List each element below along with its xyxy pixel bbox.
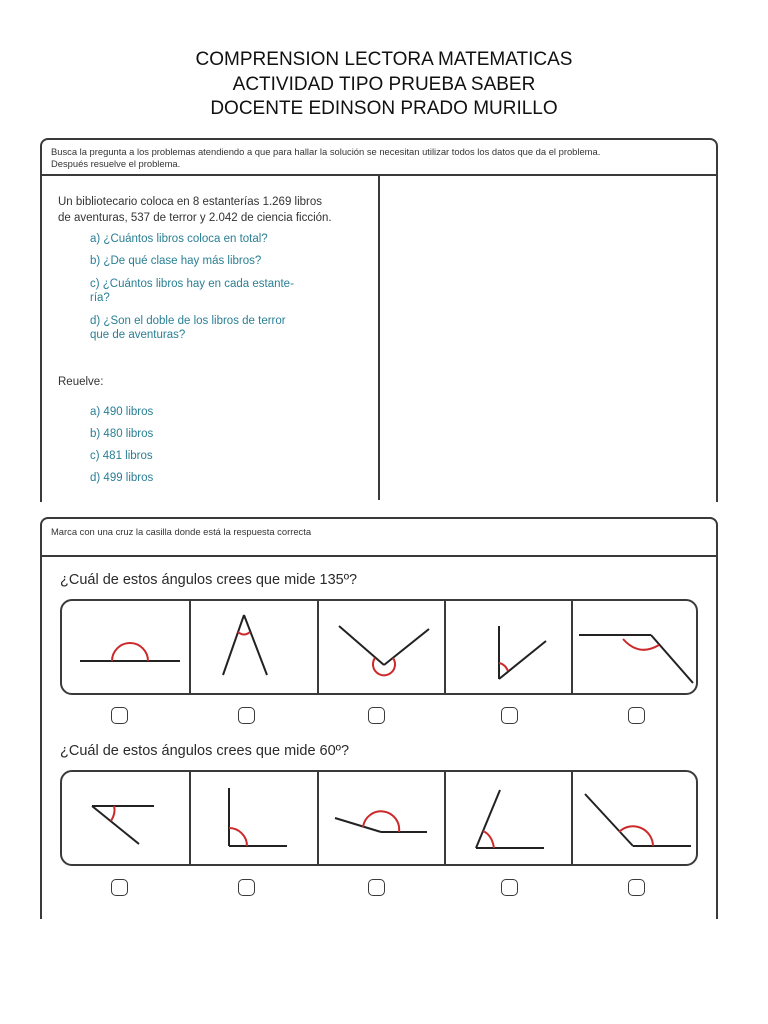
column-divider	[378, 176, 380, 500]
angle-180-figure	[62, 601, 189, 693]
instruction-line-1: Busca la pregunta a los problemas atendiendo a que para hallar la solución se necesitan utilizar todos los datos que da el problema.	[51, 146, 601, 157]
question-135: ¿Cuál de estos ángulos crees que mide 135º?	[60, 572, 358, 588]
angle-choice-135-4	[446, 601, 571, 693]
angle-choice-60-5	[573, 772, 698, 864]
answer-option-b: b) 480 libros	[90, 428, 154, 440]
checkbox-60-1[interactable]	[111, 879, 128, 896]
title-line-3: DOCENTE EDINSON PRADO MURILLO	[210, 98, 558, 119]
angle-choice-135-2	[191, 601, 317, 693]
question-60: ¿Cuál de estos ángulos crees que mide 60º?	[60, 743, 350, 759]
checkbox-135-4[interactable]	[501, 707, 518, 724]
answer-option-a: a) 490 libros	[90, 406, 154, 418]
angle-obtuse-flat-figure	[319, 772, 444, 864]
angle-60-figure	[446, 772, 571, 864]
title-line-1: COMPRENSION LECTORA MATEMATICAS	[195, 49, 573, 70]
question-option-b: b) ¿De qué clase hay más libros?	[90, 255, 262, 267]
checkbox-60-2[interactable]	[238, 879, 255, 896]
answer-option-d: d) 499 libros	[90, 472, 154, 484]
problem-statement	[58, 194, 332, 226]
problem-instruction	[42, 140, 716, 176]
angle-30-figure	[191, 601, 317, 693]
instruction-line-2: Después resuelve el problema.	[51, 157, 181, 169]
title-line-2: ACTIVIDAD TIPO PRUEBA SABER	[232, 73, 536, 95]
question-option-d: d) ¿Son el doble de los libros de terror que de aventuras?	[90, 315, 286, 341]
angle-choice-60-4	[446, 772, 571, 864]
angle-acute-left-figure	[62, 772, 189, 864]
angle-choice-60-1	[62, 772, 189, 864]
resuelve-label: Reuelve:	[58, 376, 104, 388]
angle-choice-135-5	[573, 601, 698, 693]
answer-option-c: c) 481 libros	[90, 450, 153, 462]
angle-choice-60-3	[319, 772, 444, 864]
question-option-c: c) ¿Cuántos libros hay en cada estante- ría?	[90, 278, 294, 304]
angles-card	[40, 517, 718, 919]
problem-line-2: de aventuras, 537 de terror y 2.042 de ciencia ficción.	[58, 212, 332, 224]
problem-line-1: Un bibliotecario coloca en 8 estanterías 1.269 libros	[58, 196, 323, 208]
checkbox-60-4[interactable]	[501, 879, 518, 896]
angle-choice-135-1	[62, 601, 189, 693]
reading-problem-card	[40, 138, 718, 502]
checkbox-60-5[interactable]	[628, 879, 645, 896]
angle-135-right-figure	[573, 772, 698, 864]
angle-135-figure	[573, 601, 698, 693]
angle-reflex-figure	[319, 601, 444, 693]
checkbox-135-2[interactable]	[238, 707, 255, 724]
question-option-a: a) ¿Cuántos libros coloca en total?	[90, 233, 268, 245]
checkbox-135-1[interactable]	[111, 707, 128, 724]
angles-instruction: Marca con una cruz la casilla donde está la respuesta correcta	[42, 519, 716, 557]
angle-90-figure	[191, 772, 317, 864]
angle-45-figure	[446, 601, 571, 693]
checkbox-60-3[interactable]	[368, 879, 385, 896]
angles-row-135	[60, 599, 698, 695]
checkbox-135-5[interactable]	[628, 707, 645, 724]
checkbox-135-3[interactable]	[368, 707, 385, 724]
angle-choice-60-2	[191, 772, 317, 864]
angle-choice-135-3	[319, 601, 444, 693]
document-header	[0, 48, 768, 122]
angles-row-60	[60, 770, 698, 866]
